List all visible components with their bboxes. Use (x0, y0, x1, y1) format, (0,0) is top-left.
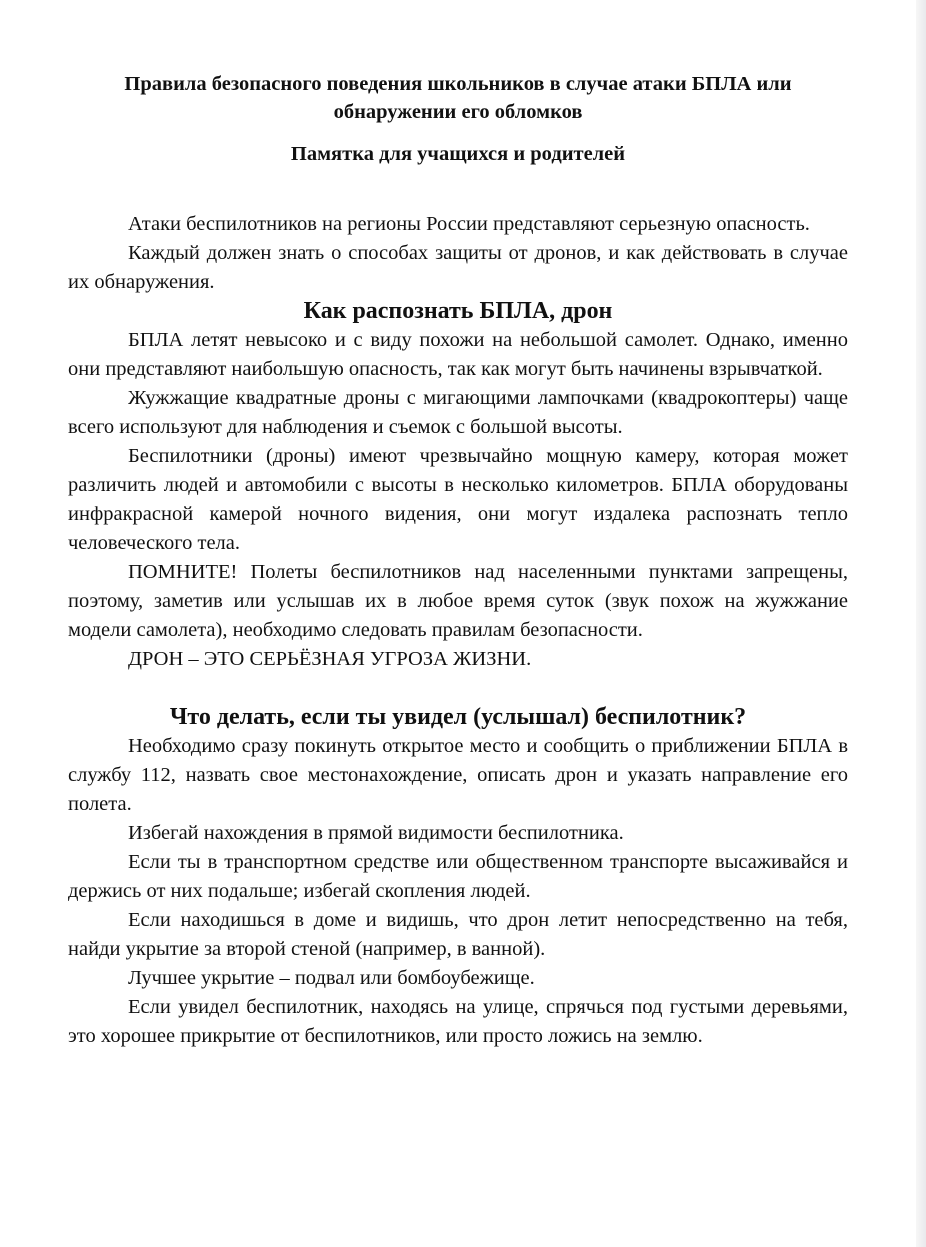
section1-paragraph: БПЛА летят невысоко и с виду похожи на небольшой самолет. Однако, именно они представляют наибольшую опасность, так как могут быть начинены взрывчаткой. (68, 329, 848, 380)
section-heading-actions: Что делать, если ты увидел (услышал) беспилотник? (169, 704, 747, 730)
section2-paragraph: Лучшее укрытие – подвал или бомбоубежище. (128, 967, 535, 989)
section2-paragraph: Если находишься в доме и видишь, что дрон летит непосредственно на тебя, найди укрытие за второй стеной (например, в ванной). (68, 909, 848, 960)
section1-paragraph: Жужжащие квадратные дроны с мигающими лампочками (квадрокоптеры) чаще всего используют для наблюдения и съемок с большой высоты. (68, 387, 848, 438)
page-edge-shadow (916, 0, 926, 1247)
spacer (68, 169, 848, 210)
document-subtitle: Памятка для учащихся и родителей (290, 143, 626, 165)
section2-paragraph: Избегай нахождения в прямой видимости беспилотника. (128, 822, 624, 844)
document-title: Правила безопасного поведения школьников в случае атаки БПЛА или обнаружении его обломков (124, 73, 792, 123)
section2-paragraph: Если ты в транспортном средстве или общественном транспорте высаживайся и держись от них подальше; избегай скопления людей. (68, 851, 848, 902)
intro-paragraph: Каждый должен знать о способах защиты от дронов, и как действовать в случае их обнаружения. (68, 242, 848, 293)
intro-paragraph: Атаки беспилотников на регионы России представляют серьезную опасность. (128, 213, 810, 235)
section-heading-recognize: Как распознать БПЛА, дрон (303, 298, 613, 324)
section2-paragraph: Необходимо сразу покинуть открытое место и сообщить о приближении БПЛА в службу 112, назвать свое местонахождение, описать дрон и указать направление его полета. (68, 735, 848, 815)
section1-paragraph: ПОМНИТЕ! Полеты беспилотников над населенными пунктами запрещены, поэтому, заметив или услышав их в любое время суток (звук похож на жужжание модели самолета), необходимо следовать правилам безопасности. (68, 561, 848, 641)
warning-line: ДРОН – ЭТО СЕРЬЁЗНАЯ УГРОЗА ЖИЗНИ. (128, 648, 532, 670)
document-content (68, 70, 848, 1051)
section1-paragraph: Беспилотники (дроны) имеют чрезвычайно мощную камеру, которая может различить людей и автомобили с высоты в несколько километров. БПЛА оборудованы инфракрасной камерой ночного видения, они могут издалека распознать тепло человеческого тела. (68, 445, 848, 554)
section2-paragraph: Если увидел беспилотник, находясь на улице, спрячься под густыми деревьями, это хорошее прикрытие от беспилотников, или просто ложись на землю. (68, 996, 848, 1047)
spacer (68, 674, 848, 703)
